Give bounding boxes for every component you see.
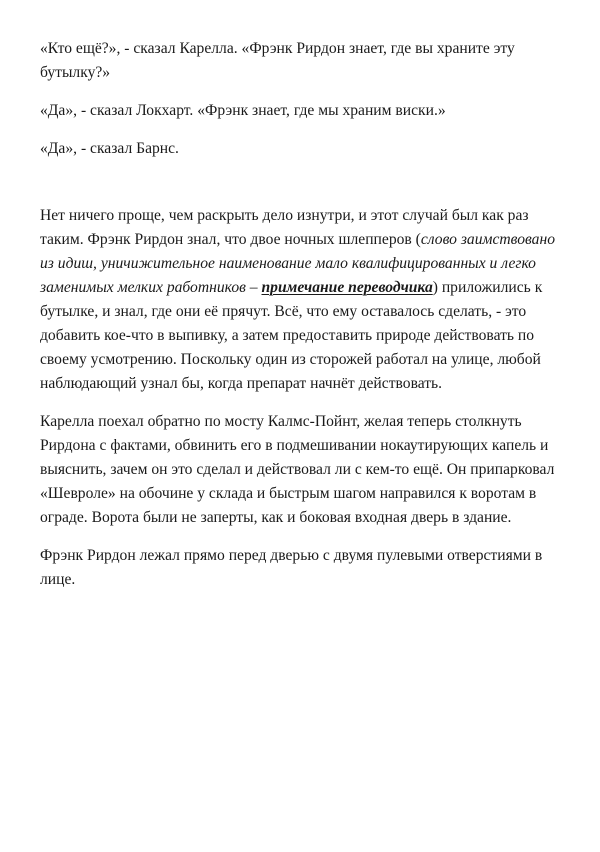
paragraph-inside-job-text-start: Нет ничего проще, чем раскрыть дело изнутри, и этот случай был как раз таким. Фрэнк Рирдон знал, что двое ночных шлепперов ( [40,207,529,248]
dialogue-line-lockhart: «Да», - сказал Локхарт. «Фрэнк знает, где мы храним виски.» [40,102,446,119]
section-break [40,175,562,204]
translator-note-label: примечание переводчика [261,279,433,296]
paragraph-inside-job [40,204,562,396]
dialogue-line-carella: «Кто ещё?», - сказал Карелла. «Фрэнк Рирдон знает, где вы храните эту бутылку?» [40,40,515,81]
dialogue-line-barnes: «Да», - сказал Барнс. [40,140,179,157]
paragraph-drive-to-warehouse: Карелла поехал обратно по мосту Калмс-Пойнт, желая теперь столкнуть Рирдона с фактами, обвинить его в подмешивании нокаутирующих капель и выяснить, зачем он это сделал и действовал ли с кем-то ещё. Он припарковал «Шевроле» на обочине у склада и быстрым шагом направился к воротам в ограде. Ворота были не заперты, как и боковая входная дверь в здание. [40,413,555,526]
paragraph-inside-job-text-end: ) приложились к бутылке, и знал, где они её прячут. Всё, что ему оставалось сделать, - это добавить кое-что в выпивку, а затем предоставить природе действовать по своему усмотрению. Поскольку один из сторожей работал на улице, любой наблюдающий узнал бы, когда препарат начнёт действовать. [40,279,543,392]
translator-footnote-text: слово заимствовано из идиш, уничижительное наименование мало квалифицированных и легко заменимых мелких работников – [40,231,556,296]
paragraph-reardon-found: Фрэнк Рирдон лежал прямо перед дверью с двумя пулевыми отверстиями в лице. [40,547,543,588]
document-body [40,37,562,606]
